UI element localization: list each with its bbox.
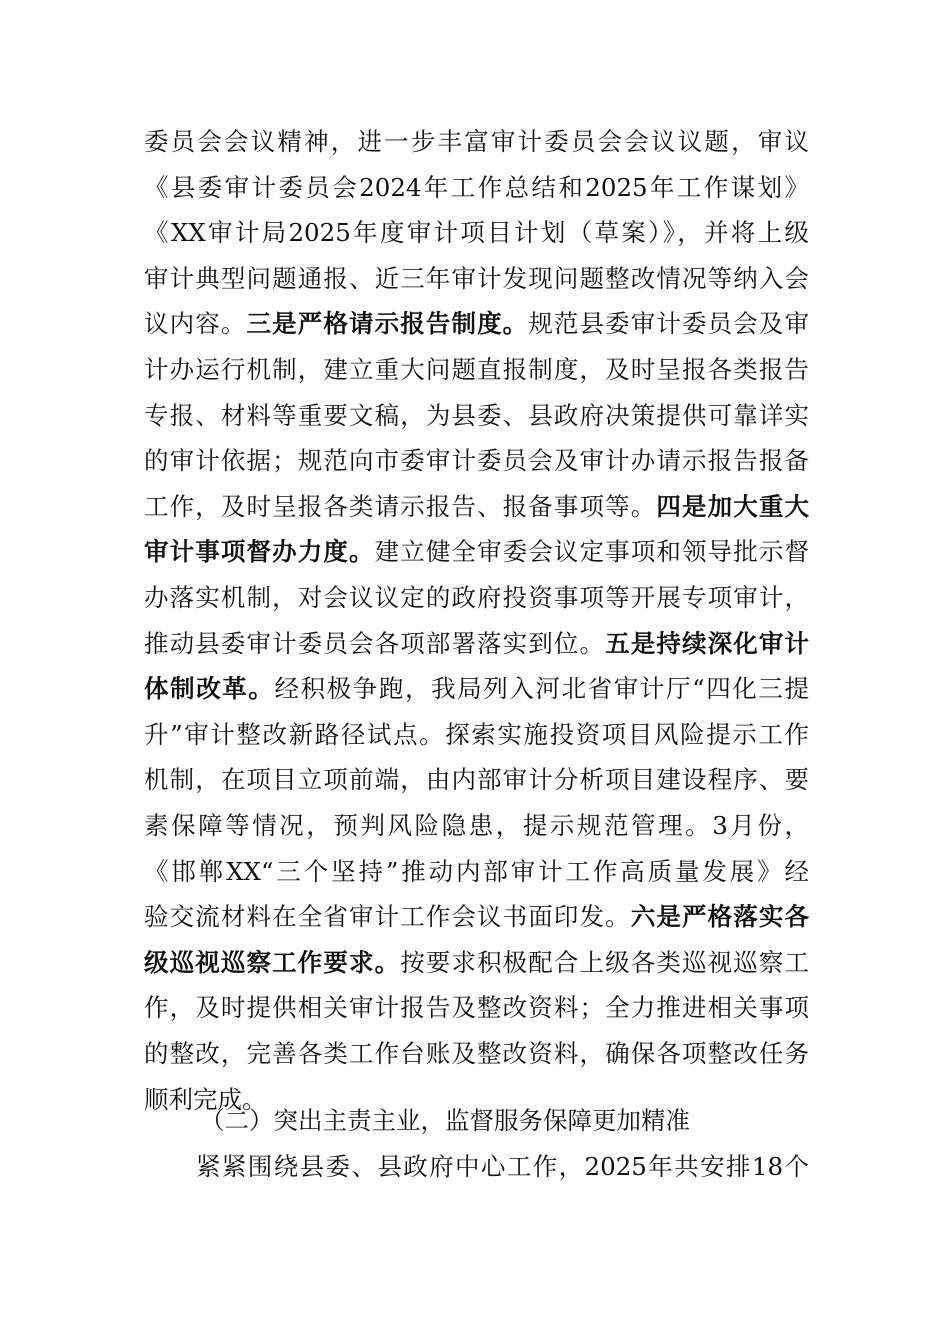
text-line [144, 348, 809, 392]
text-run: 的审计依据；规范向市委审计委员会及审计办请示报告报备 [144, 446, 809, 476]
bold-phrase: 三是严格请示报告制度。 [246, 309, 529, 339]
bold-phrase: 四是加大重大 [656, 491, 810, 521]
text-line [144, 1032, 809, 1076]
text-line [144, 941, 809, 985]
text-line [144, 758, 809, 802]
text-run: 验交流材料在全省审计工作会议书面印发。 [144, 902, 631, 932]
text-line [144, 302, 809, 346]
text-run: 按要求积极配合上级各类巡视巡察工 [400, 947, 810, 977]
text-run: 素保障等情况，预判风险隐患，提示规范管理。3月份， [144, 811, 809, 840]
text-line [144, 895, 809, 939]
text-line [144, 485, 809, 529]
bold-phrase: 审计事项督办力度。 [144, 537, 375, 567]
text-line [144, 986, 809, 1030]
text-run: 办落实机制，对会议议定的政府投资事项等开展专项审计， [144, 583, 809, 612]
text-line [144, 439, 809, 483]
text-line [144, 804, 809, 848]
text-run: 顺利完成。 [144, 1084, 267, 1114]
bold-phrase: 六是严格落实各 [630, 902, 810, 932]
text-run: 作，及时提供相关审计报告及整改资料；全力推进相关事项 [144, 993, 809, 1023]
text-run: 议内容。 [144, 309, 247, 339]
bold-phrase: 五是持续深化审计 [605, 628, 810, 658]
text-run: 委员会会议精神，进一步丰富审计委员会会议议题，审议 [144, 127, 809, 156]
text-line [144, 667, 809, 711]
text-line [144, 166, 809, 210]
bold-phrase: 级巡视巡察工作要求。 [144, 947, 401, 977]
text-run: 机制，在项目立项前端，由内部审计分析项目建设程序、要 [144, 765, 809, 795]
text-run: 推动县委审计委员会各项部署落实到位。 [144, 628, 606, 658]
text-run: 升”审计整改新路径试点。探索实施投资项目风险提示工作 [144, 719, 809, 749]
text-run: 《XX审计局2025年度审计项目计划（草案）》，并将上级 [144, 218, 809, 248]
bold-phrase: 体制改革。 [144, 674, 275, 704]
text-run: 的整改，完善各类工作台账及整改资料，确保各项整改任务 [144, 1039, 809, 1068]
text-line [144, 394, 809, 438]
section-heading: （二）突出主责主业，监督服务保障更加精准 [200, 1106, 690, 1135]
text-line [144, 576, 809, 620]
text-line [144, 530, 809, 574]
text-line [144, 850, 809, 894]
text-run: 建立健全审委会议定事项和领导批示督 [374, 537, 810, 567]
text-run: 《县委审计委员会2024年工作总结和2025年工作谋划》 [144, 172, 809, 202]
text-run: 计办运行机制，建立重大问题直报制度，及时呈报各类报告 [144, 355, 809, 384]
text-run: 经积极争跑，我局列入河北省审计厅“四化三提 [274, 674, 809, 704]
text-run: 规范县委审计委员会及审 [528, 309, 810, 339]
text-run: 《邯郸XX“三个坚持”推动内部审计工作高质量发展》经 [144, 856, 809, 886]
text-line [144, 211, 809, 255]
text-run: 专报、材料等重要文稿，为县委、县政府决策提供可靠详实 [144, 400, 809, 430]
text-line [144, 622, 809, 666]
text-line [144, 120, 809, 164]
text-run: 工作，及时呈报各类请示报告、报备事项等。 [144, 491, 657, 521]
text-run: 审计典型问题通报、近三年审计发现问题整改情况等纳入会 [144, 263, 809, 293]
text-line [144, 713, 809, 757]
paragraph-first-line: 紧紧围绕县委、县政府中心工作，2025年共安排18个 [196, 1152, 809, 1181]
text-line [144, 257, 809, 301]
